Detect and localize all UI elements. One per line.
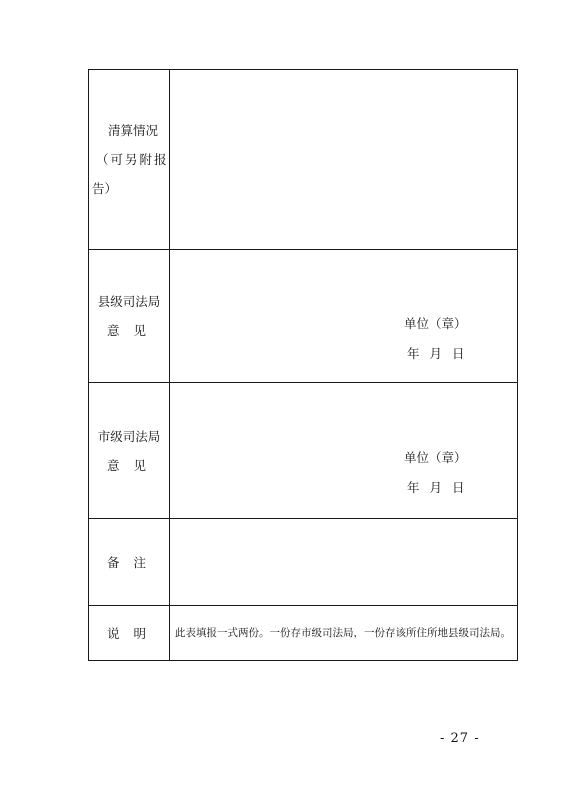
liquidation-label-cell: [89, 70, 170, 250]
notes-text: 此表填报一式两份。一份存市级司法局，一份存该所住所地县级司法局。: [175, 626, 511, 639]
liquidation-content-cell[interactable]: [170, 70, 518, 250]
form-row-remarks: [89, 519, 518, 606]
city-label-line-2: 意 见: [107, 457, 151, 473]
liquidation-label-line-3: 告）: [92, 181, 118, 196]
notes-content-cell: [170, 606, 518, 661]
county-opinion-cell[interactable]: [170, 250, 518, 383]
county-signature-block: [404, 309, 467, 369]
remarks-content-cell[interactable]: [170, 519, 518, 606]
form-row-city-opinion: [89, 383, 518, 519]
city-label-cell: [89, 383, 170, 519]
city-signature-block: [404, 443, 467, 503]
county-date-label: 年 月 日: [407, 346, 465, 361]
city-label-line-1: 市级司法局: [97, 428, 161, 444]
liquidation-label-line-2: （可另附报: [96, 152, 169, 167]
county-label-line-1: 县级司法局: [97, 294, 161, 309]
county-seal-label: 单位（章）: [404, 316, 467, 331]
liquidation-label-line-1: 清算情况: [108, 123, 159, 138]
city-opinion-cell[interactable]: [170, 383, 518, 519]
notes-label-cell: [89, 606, 170, 661]
form-row-county-opinion: [89, 250, 518, 383]
remarks-label: 备 注: [107, 554, 151, 570]
liquidation-approval-form: [88, 69, 518, 661]
notes-label: 说 明: [107, 625, 151, 641]
form-row-notes: [89, 606, 518, 661]
remarks-label-cell: [89, 519, 170, 606]
form-row-liquidation: [89, 70, 518, 250]
city-seal-label: 单位（章）: [404, 450, 467, 465]
page-number: - 27 -: [440, 731, 480, 746]
city-date-label: 年 月 日: [407, 480, 465, 495]
county-label-line-2: 意 见: [107, 323, 151, 338]
county-label-cell: [89, 250, 170, 383]
